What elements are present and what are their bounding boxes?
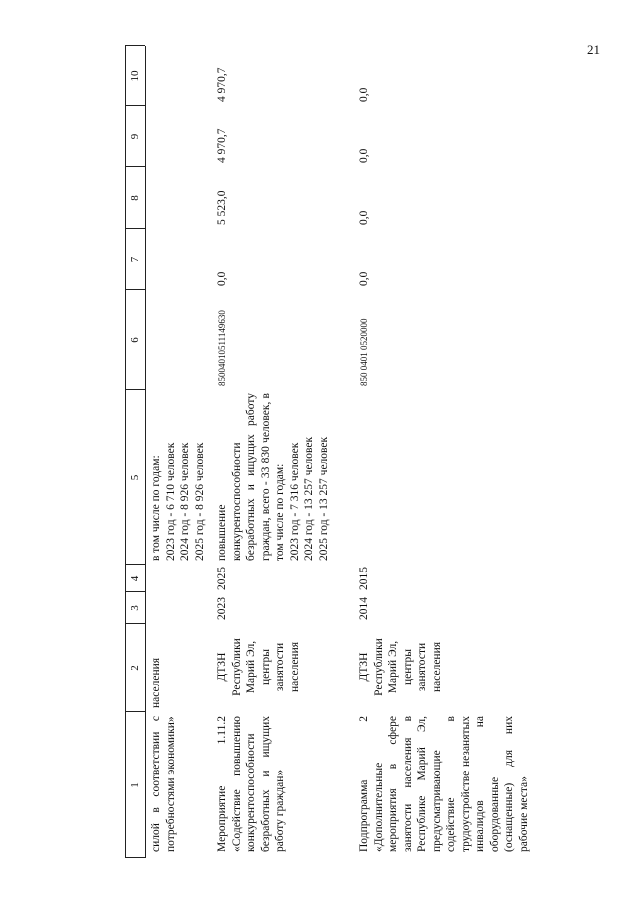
- page-number: 21: [587, 42, 600, 57]
- col-header-7: 7: [129, 256, 141, 263]
- row2-col3: 2014: [358, 597, 370, 620]
- row2-col4: 2015: [358, 567, 370, 590]
- row2-col2: ДТЗН Республики Марий Эл, центры занятости населения: [358, 638, 443, 696]
- col-header-6: 6: [129, 337, 141, 343]
- col-header-4: 4: [129, 575, 141, 582]
- row0-col1: силой в соответствии с потребностями экономики»: [150, 716, 177, 852]
- col-header-2: 2: [129, 665, 141, 671]
- row1-col5: повышение конкурентоспособности безработных и ищущих работу граждан, всего - 33 830 человек, в том числе по годам: 2023 год - 7 316 человек 2024 год - 13 257 человек 2025 год - 13 257 человек: [216, 393, 330, 561]
- col-header-8: 8: [129, 195, 141, 201]
- col-header-10: 10: [129, 70, 141, 82]
- row2-col9: 0,0: [358, 148, 370, 163]
- row2-col6: 850 0401 0520000: [359, 318, 369, 386]
- header-bottom-border: [145, 46, 146, 858]
- row1-col6: 85004010511149630: [217, 310, 227, 386]
- row2-col10: 0,0: [358, 87, 370, 102]
- row2-col8: 0,0: [358, 210, 370, 225]
- col-header-9: 9: [129, 133, 141, 140]
- row1-col1: Мероприятие 1.11.2 «Содействие повышению конкурентоспособности безработных и ищущих работу граждан»: [216, 716, 286, 852]
- col-header-1: 1: [129, 782, 141, 788]
- row1-col4: 2025: [216, 567, 228, 590]
- row0-col2: населения: [150, 657, 162, 708]
- row1-col9: 4 970,7: [216, 128, 228, 163]
- row1-col10: 4 970,7: [216, 67, 228, 102]
- row1-col7: 0,0: [216, 271, 228, 286]
- row2-col1: Подпрограмма 2 «Дополнительные мероприятия в сфере занятости населения в Республике Марий Эл, предусматривающие содействие в трудоустройстве незанятых инвалидов на оборудованные (оснащенные) для них рабочие места»: [358, 716, 530, 852]
- row0-col5: в том числе по годам: 2023 год - 6 710 человек 2024 год - 8 926 человек 2025 год - 8 926 человек: [150, 442, 206, 561]
- row1-col3: 2023: [216, 597, 228, 620]
- row1-col8: 5 523,0: [216, 190, 228, 225]
- row1-col2: ДТЗН Республики Марий Эл, центры занятости населения: [216, 638, 301, 696]
- col-header-3: 3: [129, 605, 141, 611]
- col-header-5: 5: [129, 474, 141, 481]
- row2-col7: 0,0: [358, 271, 370, 286]
